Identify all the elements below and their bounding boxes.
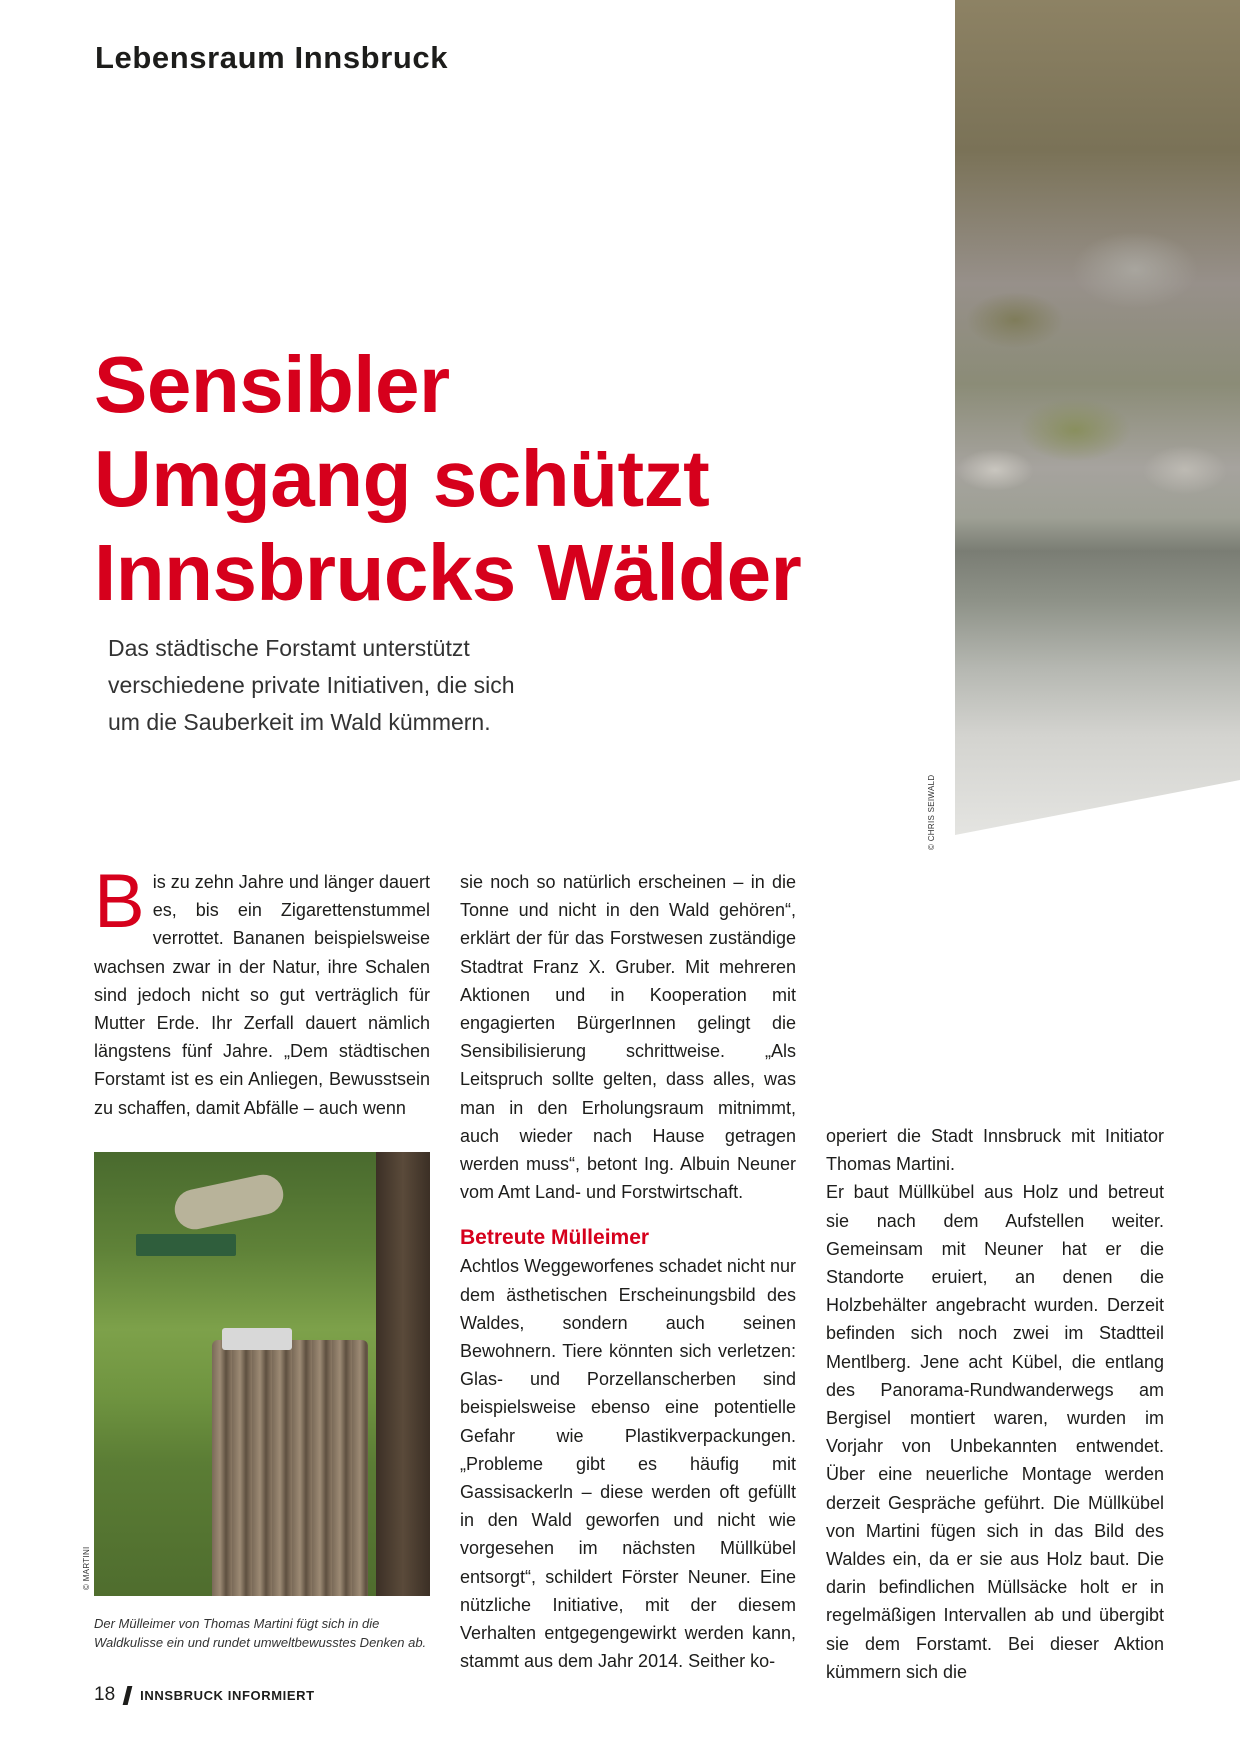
- article-paragraph: [94, 859, 430, 1122]
- photo-bin-body: [212, 1340, 368, 1596]
- photo-forest-path: [171, 1171, 287, 1233]
- headline: [94, 338, 914, 620]
- article-column-3: [826, 1122, 1164, 1686]
- photo-caption: Der Mülleimer von Thomas Martini fügt sich in die Waldkulisse ein und rundet umweltbewusstes Denken ab.: [94, 1616, 427, 1650]
- article-paragraph: Achtlos Weggeworfenes schadet nicht nur dem ästhetischen Erscheinungsbild des Waldes, sondern auch seinen Bewohnern. Tiere könnten sich verletzen: Glas- und Porzellanscherben sind beispielsweise ebenso eine potentielle Gefahr wie Plastikverpackungen. „Probleme gibt es häufig mit Gassisackerln – diese werden oft gefüllt in den Wald geworfen und nicht wie vorgesehen im nächsten Müllkübel entsorgt“, schildert Förster Neuner. Eine nützliche Initiative, mit der diesem Verhalten entgegengewirkt werden kann, stammt aus dem Jahr 2014. Seither ko-: [460, 1256, 796, 1672]
- paragraph-text: is zu zehn Jahre und länger dauert es, bis ein Zigarettenstummel verrottet. Bananen beispielsweise wachsen zwar in der Natur, ihre Schalen sind jedoch nicht so gut verträglich für Mutter Erde. Ihr Zerfall dauert nämlich längstens fünf Jahre. „Dem städtischen Forstamt ist es ein Anliegen, Bewusstsein zu schaffen, damit Abfälle – auch wenn: [94, 872, 430, 1118]
- section-label-text: Lebensraum Innsbruck: [95, 40, 449, 75]
- dropcap: B: [94, 859, 145, 944]
- photo-tree-trunk: [376, 1152, 430, 1596]
- hero-photo-stream: [955, 0, 1240, 835]
- photo-wooden-waste-bin: [94, 1152, 430, 1596]
- inline-photo-credit: © MARTINI: [82, 1546, 91, 1590]
- headline-line: Sensibler: [94, 340, 450, 429]
- subheadline-line: um die Sauberkeit im Wald kümmern.: [108, 709, 491, 735]
- article-paragraph: Er baut Müllkübel aus Holz und betreut sie nach dem Aufstellen weiter. Gemeinsam mit Neuner hat er die Standorte eruiert, an denen die Holzbehälter angebracht wurden. Derzeit befinden sich noch zwei im Stadtteil Mentlberg. Jene acht Kübel, die entlang des Panorama-Rundwanderwegs am Bergisel montiert waren, wurden im Vorjahr von Unbekannten entwendet. Über eine neuerliche Montage werden derzeit Gespräche geführt. Die Müllkübel von Martini fügen sich in das Bild des Waldes ein, da er sie aus Holz baut. Die darin befindlichen Müllsäcke holt er in regelmäßigen Intervallen ab und übergibt sie dem Forstamt. Bei dieser Aktion kümmern sich die: [826, 1182, 1164, 1682]
- photo-bench: [136, 1234, 236, 1256]
- article-column-1: [94, 859, 430, 1122]
- subheadline: [108, 630, 608, 741]
- article-paragraph: sie noch so natürlich erscheinen – in die Tonne und nicht in den Wald gehören“, erklärt der für das Forstwesen zuständige Stadtrat Franz X. Gruber. Mit mehreren Aktionen und in Kooperation mit engagierten BürgerInnen gelingt die Sensibilisierung schrittweise. „Als Leitspruch sollte gelten, dass alles, was man in den Erholungsraum mitnimmt, auch wieder nach Hause getragen werden muss“, betont Ing. Albuin Neuner vom Amt Land- und Forstwirtschaft.: [460, 872, 796, 1203]
- photo-bin-clamp: [222, 1328, 292, 1350]
- subheadline-line: verschiedene private Initiativen, die sich: [108, 672, 515, 698]
- footer-slash-divider: [123, 1686, 133, 1705]
- hero-photo-credit: © CHRIS SEIWALD: [927, 774, 936, 850]
- section-subheading: Betreute Mülleimer: [460, 1226, 650, 1250]
- article-column-2: [460, 868, 796, 1675]
- article-paragraph: operiert die Stadt Innsbruck mit Initiator Thomas Martini.: [826, 1126, 1164, 1175]
- publication-name: INNSBRUCK INFORMIERT: [140, 1687, 315, 1703]
- headline-line: Umgang schützt: [94, 434, 710, 523]
- subheadline-line: Das städtische Forstamt unterstützt: [108, 635, 470, 661]
- headline-line: Innsbrucks Wälder: [94, 528, 802, 617]
- page-number: 18: [94, 1684, 116, 1705]
- page-footer: [94, 1684, 315, 1706]
